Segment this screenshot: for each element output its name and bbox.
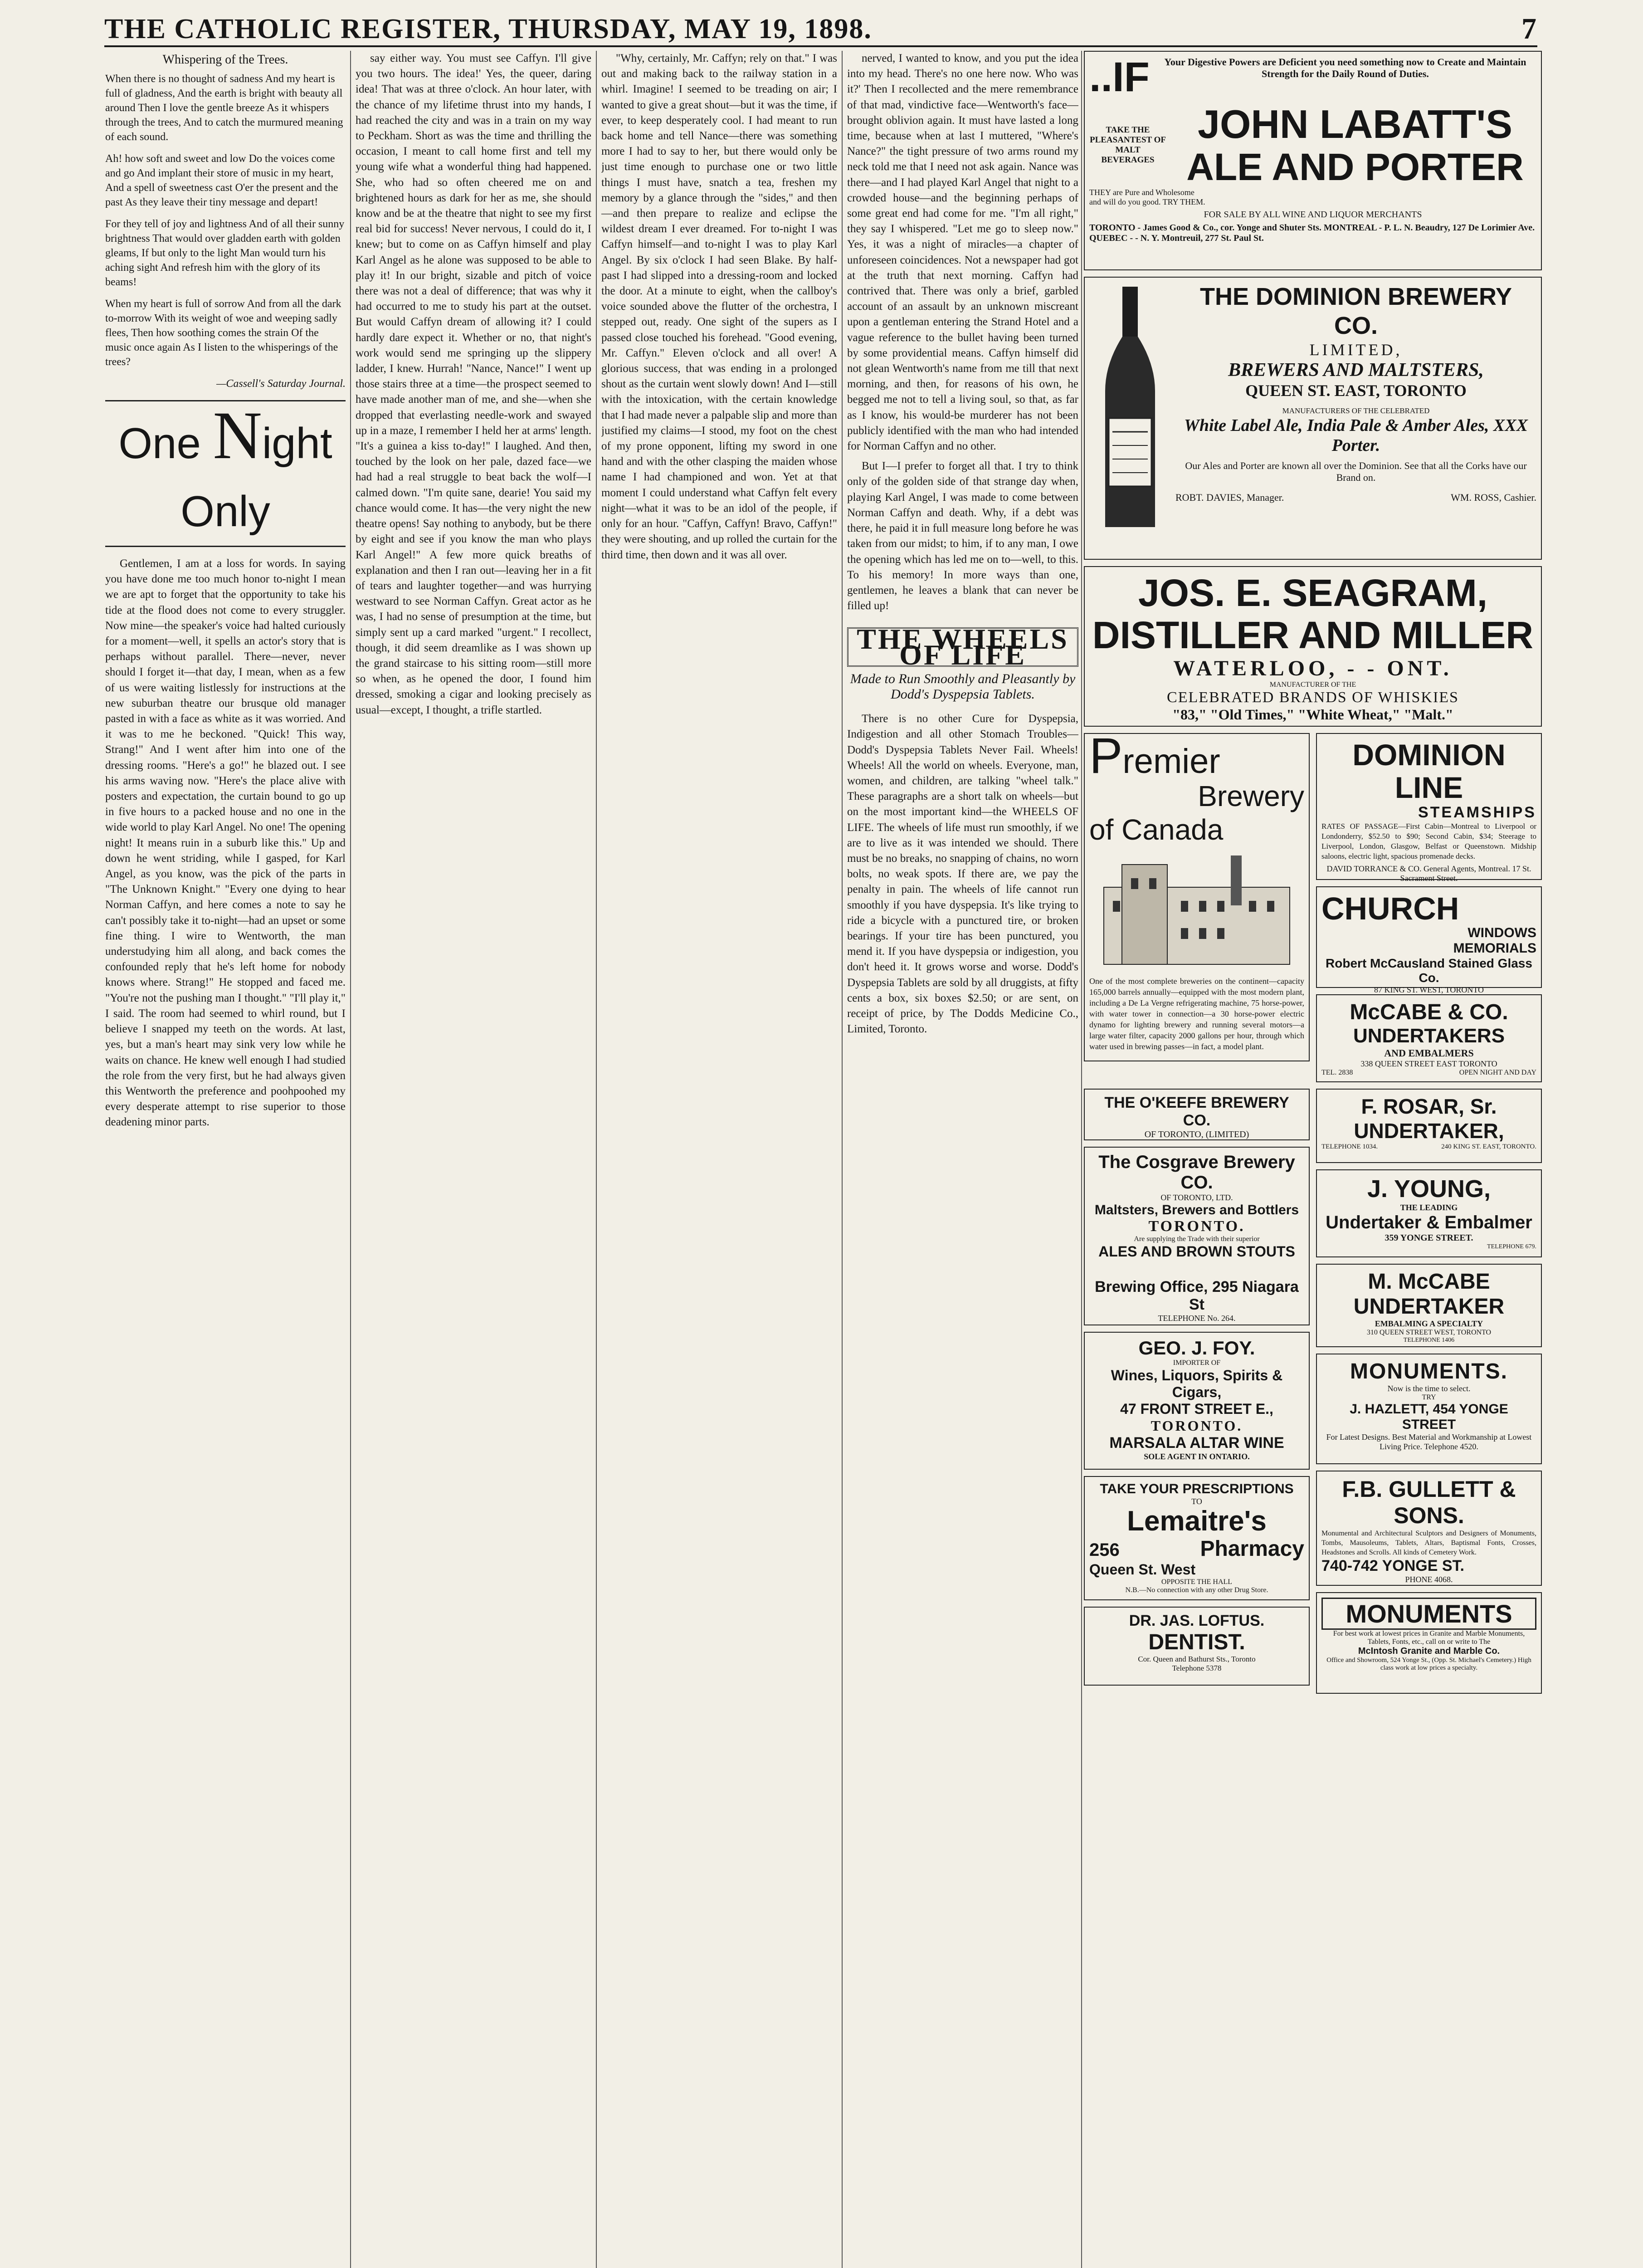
brewery-building-illustration — [1095, 846, 1299, 973]
cosgrave-city: TORONTO. — [1148, 1218, 1245, 1235]
church-windows-ad — [1316, 886, 1542, 994]
ad-row-2 — [1084, 1089, 1542, 1700]
monuments-ad — [1316, 1354, 1542, 1464]
column-2 — [356, 51, 591, 2268]
dominion-brewery-name: THE DOMINION BREWERY CO. — [1200, 283, 1512, 339]
cosgrave-trade: Maltsters, Brewers and Bottlers — [1094, 1202, 1299, 1217]
premier-text: One of the most complete breweries on the continent—capacity 165,000 barrels annually—equipped with the most modern plant, including a De La Vergne refrigerating machine, 75 horse-power, with water tower in connection—a 30 horse-power electric dynamo for lighting brewery and running several motors—a large water filter, capacity 2000 gallons per hour, through which water used in brewing passes—in fact, a model plant. — [1089, 977, 1304, 1051]
okeefe-name: THE O'KEEFE BREWERY CO. — [1104, 1094, 1289, 1129]
mmccabe-sub: EMBALMING A SPECIALTY — [1375, 1319, 1483, 1328]
premier-brewery: Brewery — [1198, 780, 1304, 812]
gullett-phone: PHONE 4068. — [1405, 1575, 1453, 1584]
ad-row-1 — [1084, 728, 1542, 1089]
lemaitre-opposite: OPPOSITE THE HALL — [1161, 1578, 1233, 1586]
lemaitre-number: 256 — [1089, 1540, 1120, 1560]
monuments-name: MONUMENTS. — [1350, 1359, 1508, 1383]
mmccabe-name: M. McCABE — [1368, 1270, 1490, 1294]
foy-ad — [1084, 1332, 1310, 1470]
lemaitre-ad — [1084, 1476, 1310, 1600]
loftus-address: Cor. Queen and Bathurst Sts., Toronto — [1138, 1655, 1256, 1663]
labatt-brand: JOHN LABATT'S — [1198, 102, 1512, 147]
cosgrave-office: Brewing Office, 295 Niagara St — [1095, 1278, 1299, 1313]
story-text: Gentlemen, I am at a loss for words. In saying you have done me too much honor to-night I mean we are apt to forget that the opportunity to take his tide at the flood does not come to every struggler. Now mine—the speaker's voice had halted curiously for a moment—well, it spells an actor's story that is perhaps without parallel. There—never, never should I forget it—that day, I mean, when as a few of us were waiting listlessly for instructions at the new suburban theatre our brusque old manager pasted in with a face as white as it was worried. And it was to me he beckoned. "Quick! This way, Strang!" And I went after him into one of the dressing rooms. "Here's a go!" he blazed out. I see his arms waving now. "Here's the place alive with posters and expectation, the curtain bound to go up in five hours to a packed house and no one in the wide world to play Karl Angel. No one! The opening night! It means ruin in a suburb like this." Up and down he went striding, while I gasped, for Karl Angel, as you know, was the pick of the parts in "The Unknown Knight." "Every one dying to hear Norman Caffyn, and here comes a note to say he can't possibly take it to-night—had an upset or some fine thing. I wire to Wentworth, the man understudying him all along, and back comes the confounded reply that he's left home for nobody knows where. Strang!" He stopped and faced me. "You're not the pushing man I thought." "I'll play it," I said. The room had seemed to whirl round, but I believe I snapped my teeth on the words. At last, yes, but a man's heart may sink very low while he waits on chance. He knew well enough I had studied the role from the very first, but he had always given this Wentworth the preference and poohpoohed my every desperate attempt to rise superior to those deadening minor parts. — [105, 557, 346, 1129]
gullett-address: 740-742 YONGE ST. — [1321, 1557, 1464, 1574]
young-tel: TELEPHONE 679. — [1487, 1243, 1536, 1250]
loftus-tel: Telephone 5378 — [1172, 1664, 1222, 1672]
mmccabe-ad — [1316, 1264, 1542, 1347]
page-number: 7 — [1521, 12, 1537, 45]
seagram-ad — [1084, 566, 1542, 727]
church-windows-sub2: MEMORIALS — [1453, 941, 1536, 956]
column-rule — [842, 51, 843, 2268]
labatt-sale: FOR SALE BY ALL WINE AND LIQUOR MERCHANTS — [1204, 210, 1422, 220]
young-name: J. YOUNG, — [1367, 1175, 1491, 1202]
seagram-trade: DISTILLER AND MILLER — [1092, 614, 1534, 656]
dominion-line-ad — [1316, 733, 1542, 883]
poem-stanza: For they tell of joy and lightness And of all their sunny brightness That would over gladden earth with golden gleams, If but only to the light Man would turn his aching sight And refresh him with the glory of its beams! — [105, 218, 345, 288]
bottle-icon — [1092, 282, 1169, 536]
poem-stanza: When there is no thought of sadness And my heart is full of gladness, And the earth is bright with beauty all around Then I love the gentle breeze As it whispers through the trees, And to catch the murmured meaning of each sound. — [105, 73, 343, 143]
story-title-initial: N — [213, 398, 262, 473]
dominion-brewery-mfr: MANUFACTURERS OF THE CELEBRATED — [1282, 406, 1430, 415]
labatt-agents: TORONTO - James Good & Co., cor. Yonge and Shuter Sts. MONTREAL - P. L. N. Beaudry, 127 De Lorimier Ave. QUEBEC - - N. Y. Montreuil, 277 St. Paul St. — [1089, 223, 1535, 243]
bottle-illustration — [1089, 282, 1171, 554]
labatt-tagline: Your Digestive Powers are Deficient you need something now to Create and Maintain Strength for the Daily Round of Duties. — [1164, 56, 1526, 79]
lemaitre-street: Queen St. West — [1089, 1561, 1196, 1578]
poem-stanza: When my heart is full of sorrow And from all the dark to-morrow With its weight of woe and weeping sadly flees, Then how soothing comes the strain Of the music once again As I listen to the whisperings of the trees? — [105, 298, 341, 368]
cosgrave-name: The Cosgrave Brewery CO. — [1098, 1152, 1295, 1193]
dominion-brewery-products: White Label Ale, India Pale & Amber Ales, XXX Porter. — [1184, 416, 1528, 455]
column-rule — [350, 51, 351, 2268]
story-text: "Why, certainly, Mr. Caffyn; rely on that." I was out and making back to the railway station in a whirl. Imagine! I seemed to be treading on air; I wanted to give a great shout—but it was the time, if ever, to keep desperately cool. I had meant to run back home and tell Nance—there was something more I had to say to her, but there would only be just time enough to purchase one or two little things I must have, snatch a tea, freshen my memory by a glance through the "sides," and then—and then prepare to realize and eclipse the wildest dream I ever dreamed. For to-night I was Caffyn himself—and to-night I was to play Karl Angel. By six o'clock I had seen Blake. By half-past I had slipped into a dressing-room and locked the door. At a minute to eight, when the callboy's voice sounded above the flutter of the orchestra, I stepped out, ready. One sight of the supers as I passed close touched his forehead. "Good evening, Mr. Caffyn." Eleven o'clock and all over! A glorious success, that was ending in a prolonged shout as the curtain went slowly down! And I—still with the intoxication, with the certain knowledge that I had made never a palpable slip and more than justified my claims—I stood, my foot on the chest of my prone opponent, lifting my sword in one hand and with the other clasping the maiden whose name I had championed and won. Yet at that moment I could understand what Caffyn felt every night—what it was to be an idol of the people, if only for an hour. "Caffyn, Caffyn! Bravo, Caffyn!" they were shouting, and up rolled the curtain for the third time, then down and it was all over. — [601, 52, 837, 561]
labatt-pure: THEY are Pure and Wholesome and will do you good. TRY THEM. — [1089, 188, 1205, 206]
rosar-trade: UNDERTAKER, — [1354, 1119, 1504, 1143]
loftus-trade: DENTIST. — [1148, 1630, 1245, 1654]
young-ad — [1316, 1169, 1542, 1257]
dominion-brewery-trade: BREWERS AND MALTSTERS, — [1228, 360, 1484, 381]
mccabe-ad — [1316, 994, 1542, 1082]
lemaitre-take: TAKE YOUR PRESCRIPTIONS — [1100, 1481, 1294, 1496]
column-3 — [601, 51, 837, 2268]
monuments-text: For Latest Designs. Best Material and Workmanship at Lowest Living Price. Telephone 4520. — [1326, 1432, 1532, 1451]
column-4 — [847, 51, 1078, 2268]
cosgrave-supply: Are supplying the Trade with their superior — [1134, 1235, 1260, 1243]
story-ending: But I—I prefer to forget all that. I try to think only of the golden side of that strange day when, playing Karl Angel, I was made to come between Norman Caffyn and death. Why, if a debt was there, he paid it in full measure long before he was taken from our midst; to him, if to any man, I owe the opening which has led me on to—well, to this. To his memory! In more ways than one, gentlemen, he leaves a blank that can never be filled up! — [847, 460, 1078, 612]
premier-of-canada: of Canada — [1089, 813, 1224, 846]
premier-title: remier — [1122, 742, 1220, 781]
mccabe-name: McCABE & CO. — [1350, 1000, 1508, 1024]
foy-address: 47 FRONT STREET E., — [1120, 1401, 1273, 1417]
foy-city: TORONTO. — [1151, 1418, 1243, 1434]
gullett-ad — [1316, 1471, 1542, 1586]
story-title-rest: ight Only — [180, 419, 332, 536]
masthead — [104, 13, 1537, 47]
foy-name: GEO. J. FOY. — [1138, 1337, 1255, 1359]
poem-stanza: Ah! how soft and sweet and low Do the voices come and go And implant their store of music in my heart, And a spell of sweetness cast O'er the present and the past As they leave their tiny message and depart! — [105, 153, 338, 208]
mccabe-tel: TEL. 2838 — [1321, 1069, 1353, 1076]
okeefe-sub: OF TORONTO, (LIMITED) — [1144, 1129, 1249, 1139]
rosar-ad — [1316, 1089, 1542, 1163]
poem-title: Whispering of the Trees. — [162, 53, 288, 67]
rosar-name: F. ROSAR, Sr. — [1361, 1095, 1497, 1118]
mccabe-open: OPEN NIGHT AND DAY — [1459, 1069, 1536, 1076]
foy-importer: IMPORTER OF — [1173, 1359, 1221, 1367]
seagram-mfr: MANUFACTURER OF THE — [1269, 681, 1356, 689]
monuments-now: Now is the time to select. — [1387, 1384, 1471, 1393]
seagram-name: JOS. E. SEAGRAM, — [1138, 572, 1488, 614]
church-windows-address: 87 KING ST. WEST, TORONTO — [1374, 985, 1484, 994]
labatt-product: ALE AND PORTER — [1186, 146, 1524, 188]
masthead-title: THE CATHOLIC REGISTER, THURSDAY, MAY 19, 1898. — [104, 13, 872, 44]
wheels-title: THE WHEELS OF LIFE — [847, 627, 1078, 666]
dominion-line-agent: DAVID TORRANCE & CO. General Agents, Montreal. 17 St. Sacrament Street. — [1326, 864, 1531, 883]
gullett-name: F.B. GULLETT & SONS. — [1342, 1476, 1516, 1528]
seagram-place: WATERLOO, - - ONT. — [1173, 656, 1453, 680]
gullett-text: Monumental and Architectural Sculptors and Designers of Monuments, Tombs, Mausoleums, Tablets, Altars, Baptismal Fonts, Crosses, Headstones and Scrolls. All kinds of Cemetery Work. — [1321, 1530, 1536, 1556]
church-windows-firm: Robert McCausland Stained Glass Co. — [1326, 956, 1532, 985]
mccabe-sub: AND EMBALMERS — [1384, 1047, 1474, 1059]
cosgrave-product: ALES AND BROWN STOUTS — [1098, 1243, 1295, 1260]
labatt-ad — [1084, 51, 1542, 270]
monuments2-firm: McIntosh Granite and Marble Co. — [1358, 1646, 1500, 1656]
mccabe-trade: UNDERTAKERS — [1353, 1025, 1505, 1047]
dominion-brewery-cashier: WM. ROSS, Cashier. — [1451, 492, 1536, 503]
dominion-brewery-note: Our Ales and Porter are known all over the Dominion. See that all the Corks have our Brand on. — [1185, 460, 1527, 483]
lemaitre-pharmacy: Pharmacy — [1200, 1537, 1304, 1561]
wheels-text: There is no other Cure for Dyspepsia, Indigestion and all other Stomach Troubles—Dodd's Dyspepsia Tablets Never Fail. Wheels! Wheels! All the world on wheels. Everyone, man, women, and children, are talking "wheel talk." These paragraphs are a short talk on wheels—but on the most important kind—the WHEELS OF LIFE. The wheels of life must run smoothly, if we are to live as it was intended we should. There must be no breaks, no snapping of chains, no worn bolts, no weak spots. If there are, we pay the penalty in pain. The wheels of life cannot run smoothly if you have dyspepsia. It's like trying to ride a bicycle with a punctured tire, or broken bearings. If your tire has been punctured, you mend it. If you have dyspepsia or indigestion, you don't heed it. It grows worse and worse. Dodd's Dyspepsia Tablets are sold by all druggists, at fifty cents a box, six boxes $2.50; or are sent, on receipt of price, by The Dodds Medicine Co., Limited, Toronto. — [847, 713, 1078, 1036]
dominion-line-name: DOMINION LINE — [1352, 738, 1506, 804]
foy-wine: MARSALA ALTAR WINE — [1109, 1434, 1284, 1452]
story-text: say either way. You must see Caffyn. I'll give you two hours. The idea!' Yes, the queer, daring idea! That was at three o'clock. An hour later, with the chance of my lifetime thrust into my hands, I had reached the city and was in a train on my way to Peckham. Short as was the time and thrilling the occasion, I meant to call home first and tell my young wife what a wonderful thing had happened. She, who had so often cheered me on and brightened hours as dark for her as me, she should know and be at the theatre that night to see my first real bid for success! Never nervous, I could do it, I knew; but to come on as Caffyn himself and play Karl Angel as he alone was supposed to be able to play it! In our bright, sizable and pitch of voice there was not a deal of difference; that was why it had occurred to me to study his part at the outset. But would Caffyn dream of allowing it? I could hardly dare expect it. Whether or no, that night's work would send me springing up the slippery ladder, I knew. Hurrah! "Nance, Nance!" I went up those stairs three at a time—the prospect seemed to have made another man of me, and she—when she dropped that everlasting needle-work and swayed up in a maze, I remember I held her at arms' length. "It's a guinea a kiss to-day!" I laughed. And then, touched by the look on her pale, dazed face—we had had a real struggle to beat back the wolf—I calmed down. "I'm quite sane, dearie! You said my chance would come. It has—the very night the new theatre opens! Say nothing to anybody, but be there by eight and see if you know the man who plays Karl Angel!" A few more quick breaths of explanation and then I ran out—leaving her in a fit of tears and laughter together—and was hurrying westward to see Norman Caffyn. Great actor as he was, I had no sense of presumption at the time, but simply sent up a card marked "urgent." I recollect, though, it did seem dreamlike as I was shown up the grand staircase to his sitting room—still more so when, as he opened the door, I found him dressed, smoking a cigar and looking precisely as usual—except, I thought, a trifle startled. — [356, 52, 591, 716]
story-title — [105, 400, 346, 547]
young-trade: Undertaker & Embalmer — [1326, 1212, 1532, 1232]
premier-brewery-ad — [1084, 728, 1310, 1061]
cosgrave-sub: OF TORONTO, LTD. — [1160, 1193, 1233, 1202]
monuments2-ad — [1316, 1592, 1542, 1694]
poem-source: —Cassell's Saturday Journal. — [216, 378, 346, 390]
dominion-line-sub: STEAMSHIPS — [1418, 804, 1536, 821]
cosgrave-tel: TELEPHONE No. 264. — [1158, 1314, 1236, 1323]
dominion-brewery-address: QUEEN ST. EAST, TORONTO — [1245, 381, 1467, 400]
labatt-if: ..IF — [1089, 54, 1150, 100]
dominion-line-text: RATES OF PASSAGE—First Cabin—Montreal to Liverpool or Londonderry, $52.50 to $90; Second Cabin, $34; Steerage to Liverpool, London, Glasgow, Belfast or Queenstown. Midship saloons, electric light, spacious promenade decks. — [1321, 822, 1536, 860]
cosgrave-ad — [1084, 1147, 1310, 1325]
seagram-kinds: "83," "Old Times," "White Wheat," "Malt." — [1172, 706, 1453, 723]
monuments-hazlett: J. HAZLETT, 454 YONGE STREET — [1350, 1402, 1508, 1432]
column-1 — [105, 51, 346, 2268]
foy-trade: Wines, Liquors, Spirits & Cigars, — [1111, 1367, 1283, 1400]
mccabe-address: 338 QUEEN STREET EAST TORONTO — [1360, 1059, 1497, 1068]
mmccabe-tel: TELEPHONE 1406 — [1403, 1337, 1455, 1344]
lemaitre-to: TO — [1191, 1497, 1202, 1506]
seagram-brands: CELEBRATED BRANDS OF WHISKIES — [1167, 689, 1459, 706]
okeefe-ad — [1084, 1089, 1310, 1140]
monuments-try: TRY — [1422, 1393, 1436, 1401]
lemaitre-name: Lemaitre's — [1127, 1505, 1267, 1537]
mmccabe-trade: UNDERTAKER — [1353, 1295, 1505, 1319]
column-rule — [1081, 51, 1082, 2268]
rosar-address: 240 KING ST. EAST, TORONTO. — [1441, 1143, 1536, 1150]
lemaitre-note: N.B.—No connection with any other Drug Store. — [1125, 1586, 1268, 1594]
monuments2-address: Office and Showroom, 524 Yonge St., (Opp. St. Michael's Cemetery.) High class work at low prices a specialty. — [1326, 1657, 1531, 1672]
wheels-subtitle: Made to Run Smoothly and Pleasantly by Dodd's Dyspepsia Tablets. — [850, 671, 1076, 702]
loftus-ad — [1084, 1607, 1310, 1686]
rosar-tel: TELEPHONE 1034. — [1321, 1143, 1378, 1150]
church-windows-sub1: WINDOWS — [1467, 925, 1536, 940]
story-title-prefix: One — [118, 419, 213, 468]
dominion-brewery-manager: ROBT. DAVIES, Manager. — [1175, 492, 1284, 503]
advertisements — [1084, 51, 1542, 2268]
young-leading: THE LEADING — [1400, 1203, 1458, 1212]
church-windows-name: CHURCH — [1321, 891, 1459, 926]
monuments2-name: MONUMENTS — [1321, 1598, 1536, 1630]
young-address: 359 YONGE STREET. — [1385, 1233, 1473, 1243]
foy-agent: SOLE AGENT IN ONTARIO. — [1144, 1452, 1250, 1461]
mmccabe-address: 310 QUEEN STREET WEST, TORONTO — [1366, 1329, 1492, 1336]
dominion-brewery-ad — [1084, 277, 1542, 560]
monuments2-text: For best work at lowest prices in Granite and Marble Monuments, Tablets, Fonts, etc., call on or write to The — [1333, 1630, 1525, 1646]
dominion-brewery-limited: LIMITED, — [1309, 341, 1403, 359]
column-rule — [596, 51, 597, 2268]
poem — [105, 53, 346, 391]
labatt-take: TAKE THE PLEASANTEST OF MALT BEVERAGES — [1089, 125, 1166, 165]
story-text: nerved, I wanted to know, and you put the idea into my head. There's no one here now. Who was it?' Then I recollected and the mere remembrance of that mad, vindictive face—Wentworth's face—brought oblivion again. It must have lasted a long time, because when at last I muttered, "Where's Nance?" the tight pressure of two arms round my neck told me that I need not ask again. Nance was there—and I had played Karl Angel that night to a crowded house—and the beginning perhaps of some great end had come for me. "I'm all right," they say I whispered. "Let me go to sleep now." Yes, it was a night of miracles—a chapter of unforeseen coincidences. Not a newspaper had got at the truth that next morning. Caffyn had contrived that. There was only a brief, garbled account of an assault by an unknown miscreant upon a gentleman entering the Strand Hotel and a vague reference to the bullet having been turned by some providential means. Caffyn himself did not glean Wentworth's name from me till that next morning, and then, for reasons of his own, he begged me not to tell a living soul, so that, as far as I know, his would-be murderer has not been publicly identified with the man who had intended for Norman Caffyn and no other. — [847, 52, 1078, 453]
premier-initial: P — [1089, 728, 1123, 784]
loftus-name: DR. JAS. LOFTUS. — [1129, 1612, 1265, 1629]
